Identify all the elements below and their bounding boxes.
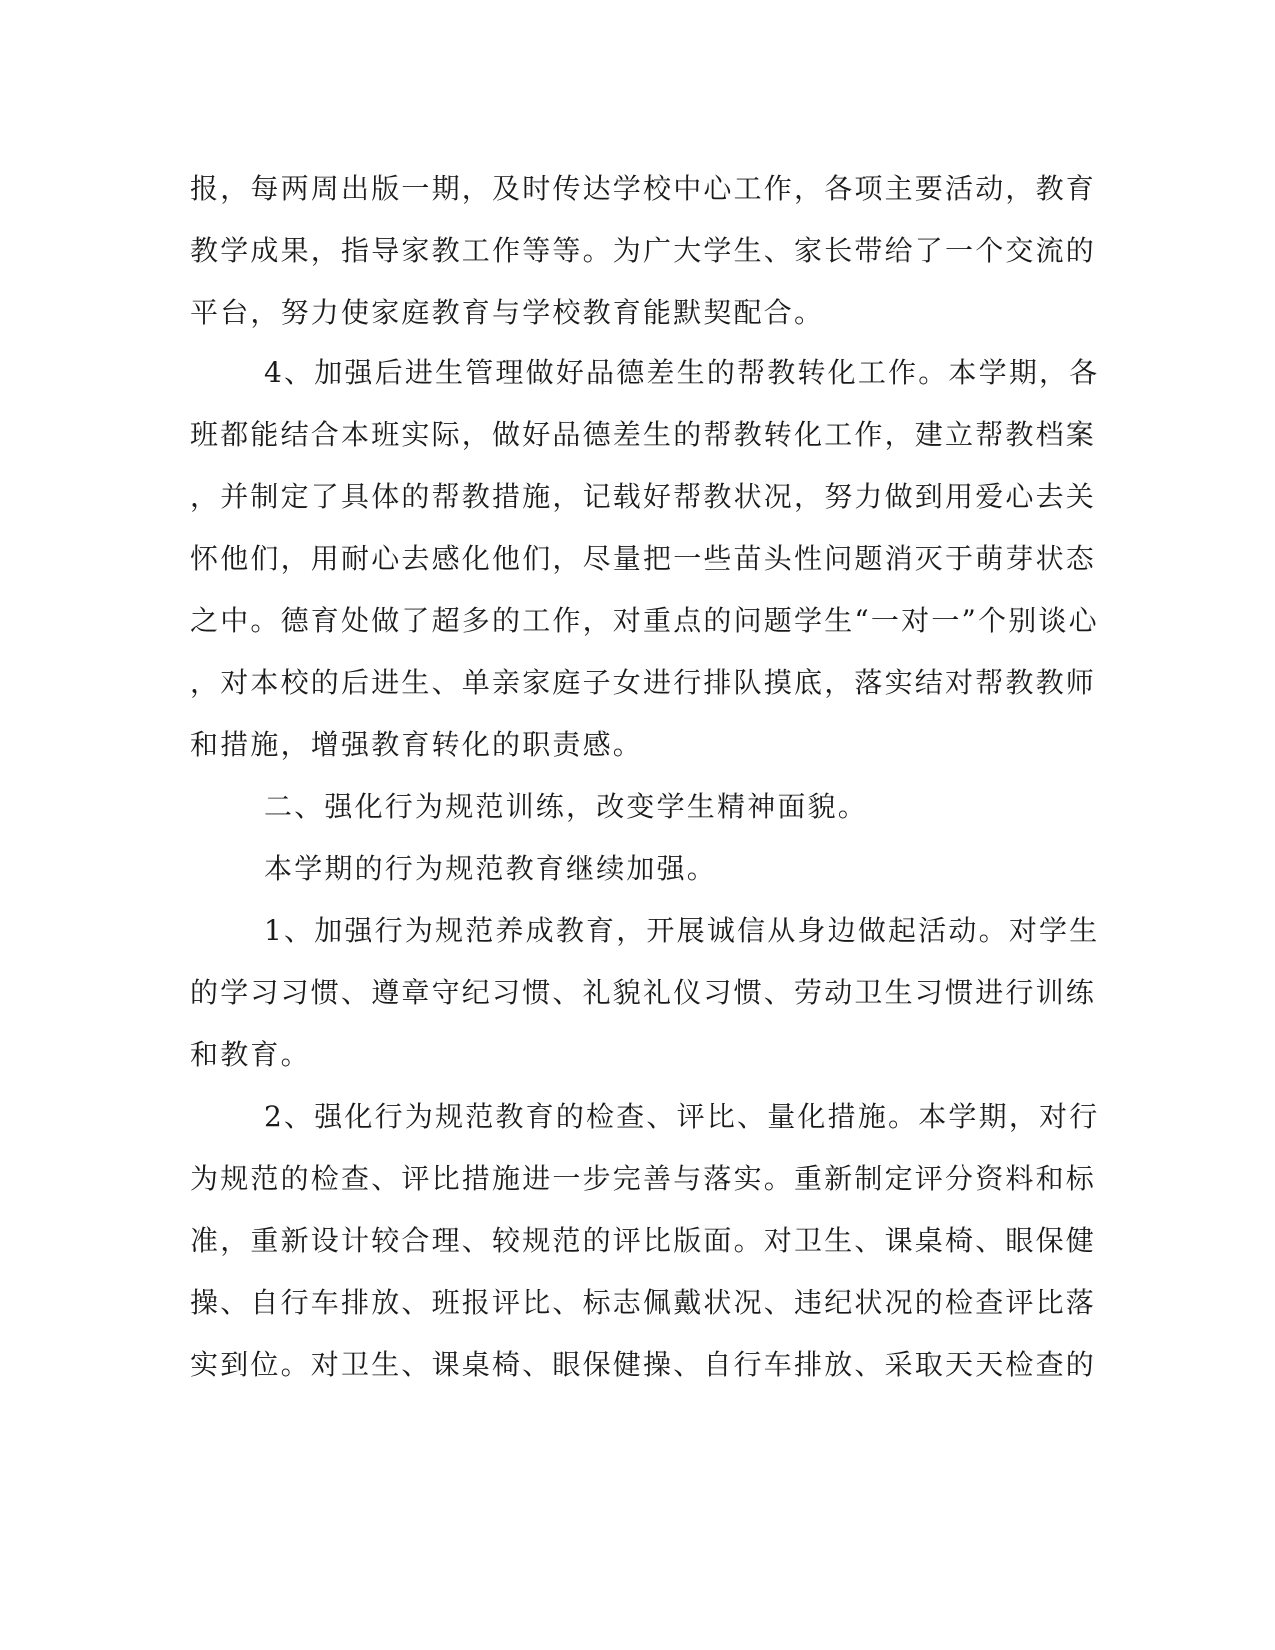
text-line: ，对本校的后进生、单亲家庭子女进行排队摸底，落实结对帮教教师 bbox=[190, 666, 1097, 699]
text-line: 之中。德育处做了超多的工作，对重点的问题学生“一对一”个别谈心 bbox=[190, 604, 1099, 637]
text-line: 实到位。对卫生、课桌椅、眼保健操、自行车排放、采取天天检查的 bbox=[190, 1348, 1097, 1381]
text-line: 怀他们，用耐心去感化他们，尽量把一些苗头性问题消灭于萌芽状态 bbox=[190, 542, 1097, 575]
text-line: 2、强化行为规范教育的检查、评比、量化措施。本学期，对行 bbox=[264, 1100, 1100, 1133]
text-line: 报，每两周出版一期，及时传达学校中心工作，各项主要活动，教育 bbox=[190, 172, 1097, 205]
text-line: 和教育。 bbox=[190, 1038, 311, 1071]
text-line: 平台，努力使家庭教育与学校教育能默契配合。 bbox=[190, 296, 825, 329]
text-line: 操、自行车排放、班报评比、标志佩戴状况、违纪状况的检查评比落 bbox=[190, 1286, 1097, 1319]
text-line: 本学期的行为规范教育继续加强。 bbox=[264, 852, 718, 885]
text-line: 为规范的检查、评比措施进一步完善与落实。重新制定评分资料和标 bbox=[190, 1162, 1097, 1195]
document-body bbox=[190, 158, 1100, 1396]
text-line: 的学习习惯、遵章守纪习惯、礼貌礼仪习惯、劳动卫生习惯进行训练 bbox=[190, 976, 1097, 1009]
text-line: ，并制定了具体的帮教措施，记载好帮教状况，努力做到用爱心去关 bbox=[190, 480, 1097, 513]
text-line: 1、加强行为规范养成教育，开展诚信从身边做起活动。对学生 bbox=[264, 914, 1100, 947]
text-line: 班都能结合本班实际，做好品德差生的帮教转化工作，建立帮教档案 bbox=[190, 418, 1097, 451]
text-line: 教学成果，指导家教工作等等。为广大学生、家长带给了一个交流的 bbox=[190, 234, 1097, 267]
section-heading: 二、强化行为规范训练，改变学生精神面貌。 bbox=[264, 790, 869, 823]
text-line: 和措施，增强教育转化的职责感。 bbox=[190, 728, 644, 761]
text-line: 准，重新设计较合理、较规范的评比版面。对卫生、课桌椅、眼保健 bbox=[190, 1224, 1097, 1257]
text-line: 4、加强后进生管理做好品德差生的帮教转化工作。本学期，各 bbox=[264, 356, 1100, 389]
